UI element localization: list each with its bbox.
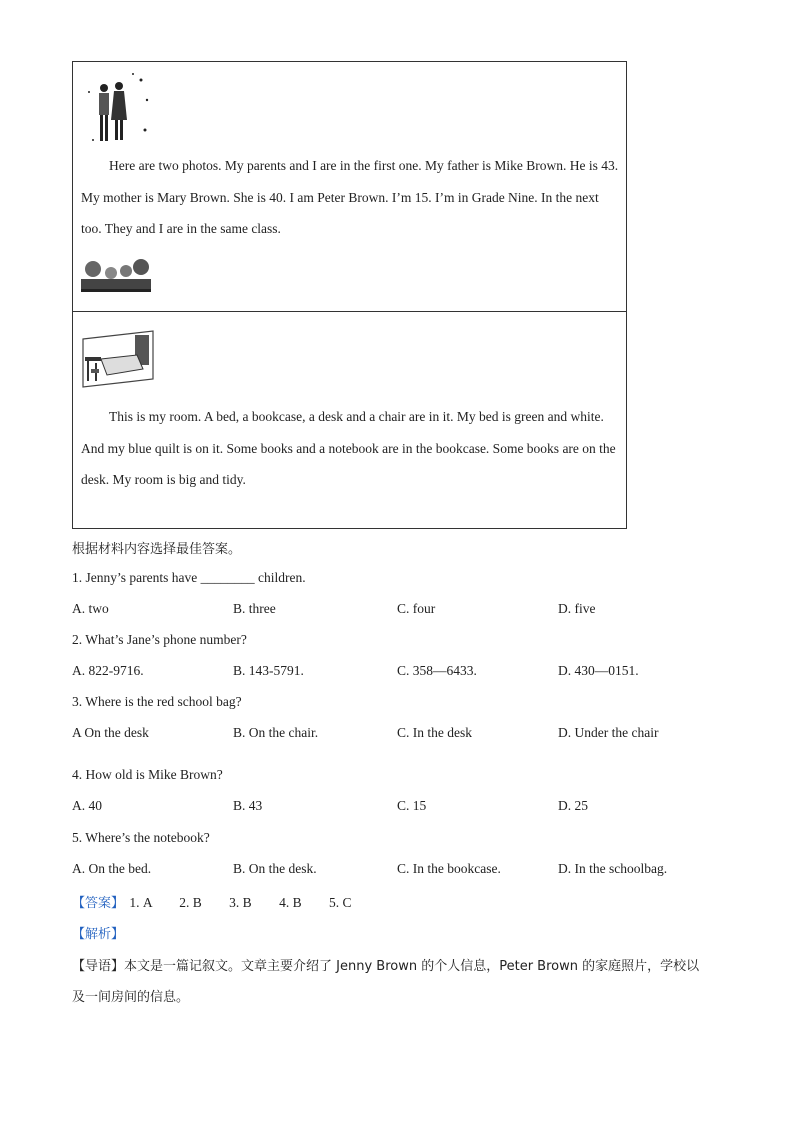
answer-item: 2. B (179, 895, 202, 910)
analysis-tag: 【解析】 (72, 927, 125, 942)
answer-item: 5. C (328, 895, 352, 910)
question-4: 4. How old is Mike Brown? (72, 767, 223, 782)
q5-option-a: A. On the bed. (72, 861, 152, 876)
q1-option-d: D. five (558, 601, 596, 616)
q5-option-b: B. On the desk. (233, 861, 317, 876)
q1-option-b: B. three (233, 601, 276, 616)
room-image (81, 329, 159, 391)
question-5: 5. Where’s the notebook? (72, 830, 210, 845)
photo-paragraph: Here are two photos. My parents and I are in the first one. My father is Mike Brown. He is 43. My mother is Mary Brown. She is 40. I am Peter Brown. I’m 15. I’m in Grade Nine. In the next too. They and I are in the same class. (81, 158, 619, 236)
q3-option-c: C. In the desk (397, 725, 472, 740)
q4-option-d: D. 25 (558, 798, 588, 813)
answer-item: 3. B (229, 895, 252, 910)
q4-option-b: B. 43 (233, 798, 263, 813)
q5-option-d: D. In the schoolbag. (558, 861, 668, 876)
guide-line-2: 及一间房间的信息。 (72, 990, 190, 1005)
question-2: 2. What’s Jane’s phone number? (72, 632, 247, 647)
q3-option-d: D. Under the chair (558, 725, 659, 740)
guide-text-1: 本文是一篇记叙文。文章主要介绍了 Jenny Brown 的个人信息，Peter Brown 的家庭照片，学校以 (124, 959, 700, 974)
q1-option-c: C. four (397, 601, 436, 616)
q4-option-a: A. 40 (72, 798, 102, 813)
answer-item: 1. A (129, 895, 152, 910)
row-divider (73, 311, 626, 312)
q2-option-d: D. 430—0151. (558, 663, 639, 678)
q3-option-a: A On the desk (72, 725, 149, 740)
q5-option-c: C. In the bookcase. (397, 861, 501, 876)
guide-tag: 【导语】 (72, 959, 125, 974)
parents-photo-image (81, 70, 161, 146)
q2-option-a: A. 822-9716. (72, 663, 144, 678)
q2-option-b: B. 143-5791. (233, 663, 304, 678)
answer-line (72, 892, 351, 911)
q3-option-b: B. On the chair. (233, 725, 319, 740)
guide-line-1 (72, 955, 699, 974)
question-1: 1. Jenny’s parents have ________ children. (72, 570, 306, 585)
instruction-text: 根据材料内容选择最佳答案。 (72, 542, 242, 557)
children-photo-image (81, 253, 151, 295)
passage-box (72, 61, 627, 529)
question-3: 3. Where is the red school bag? (72, 694, 242, 709)
answer-tag: 【答案】 (72, 896, 125, 911)
q2-option-c: C. 358—6433. (397, 663, 477, 678)
q4-option-c: C. 15 (397, 798, 427, 813)
q1-option-a: A. two (72, 601, 109, 616)
room-paragraph: This is my room. A bed, a bookcase, a desk and a chair are in it. My bed is green and white. And my blue quilt is on it. Some books and a notebook are in the bookcase. Some books are on the desk. My room is big and tidy. (81, 409, 616, 487)
answer-item: 4. B (279, 895, 302, 910)
